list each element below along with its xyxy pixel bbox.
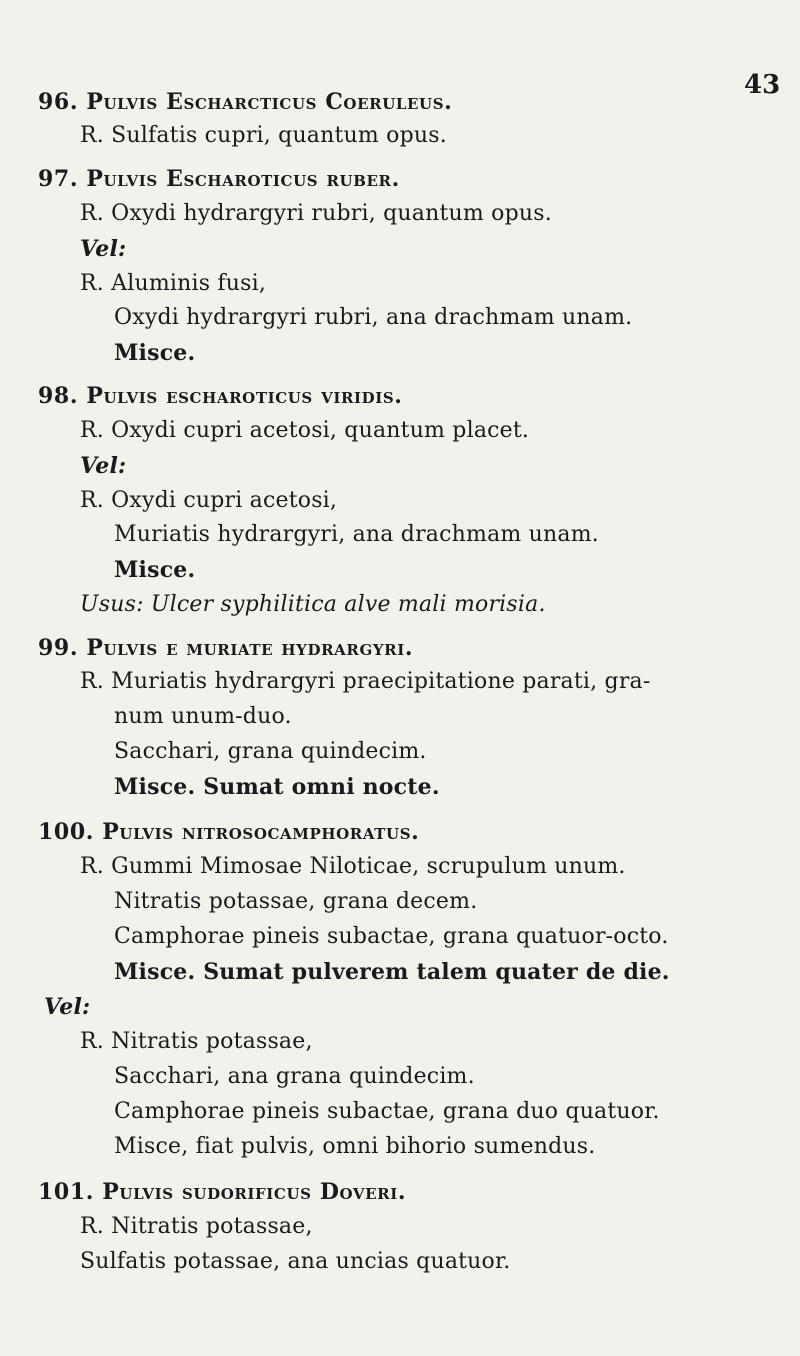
- recipe-line: Sacchari, ana grana quindecim.: [114, 1064, 475, 1089]
- page-number: 43: [744, 70, 781, 100]
- usus-line: Usus: Ulcer syphilitica alve mali morisia.: [80, 592, 546, 617]
- recipe-line: Misce. Sumat omni nocte.: [114, 774, 440, 800]
- recipe-line: Misce, fiat pulvis, omni bihorio sumendus.: [114, 1134, 596, 1159]
- recipe-heading-99: 99. Pulvis e muriate hydrargyri.: [38, 635, 414, 661]
- recipe-heading-101: 101. Pulvis sudorificus Doveri.: [38, 1179, 407, 1205]
- recipe-line: R. Aluminis fusi,: [80, 271, 267, 296]
- recipe-heading-98: 98. Pulvis escharoticus viridis.: [38, 383, 403, 409]
- recipe-line: R. Gummi Mimosae Niloticae, scrupulum unum.: [80, 854, 626, 879]
- recipe-line: Camphorae pineis subactae, grana quatuor-octo.: [114, 924, 669, 949]
- recipe-line: R. Oxydi hydrargyri rubri, quantum opus.: [80, 201, 552, 226]
- recipe-line: Misce. Sumat pulverem talem quater de die.: [114, 959, 670, 985]
- recipe-line: R. Oxydi cupri acetosi, quantum placet.: [80, 418, 530, 443]
- recipe-line: Sulfatis potassae, ana uncias quatuor.: [80, 1249, 511, 1274]
- recipe-heading-97: 97. Pulvis Escharoticus ruber.: [38, 166, 400, 192]
- vel-label: Vel:: [44, 994, 91, 1020]
- recipe-heading-96: 96. Pulvis Escharcticus Coeruleus.: [38, 89, 453, 115]
- recipe-line: R. Nitratis potassae,: [80, 1214, 313, 1239]
- recipe-line: num unum-duo.: [114, 704, 292, 729]
- recipe-line: R. Sulfatis cupri, quantum opus.: [80, 123, 447, 148]
- recipe-line: R. Nitratis potassae,: [80, 1029, 313, 1054]
- recipe-line: Misce.: [114, 557, 196, 583]
- recipe-line: Oxydi hydrargyri rubri, ana drachmam unam.: [114, 305, 633, 330]
- vel-label: Vel:: [80, 453, 127, 479]
- recipe-heading-100: 100. Pulvis nitrosocamphoratus.: [38, 819, 420, 845]
- recipe-line: Nitratis potassae, grana decem.: [114, 889, 478, 914]
- recipe-line: Misce.: [114, 340, 196, 366]
- recipe-line: R. Oxydi cupri acetosi,: [80, 488, 338, 513]
- recipe-line: Camphorae pineis subactae, grana duo quatuor.: [114, 1099, 660, 1124]
- recipe-line: R. Muriatis hydrargyri praecipitatione parati, gra-: [80, 669, 651, 694]
- recipe-line: Muriatis hydrargyri, ana drachmam unam.: [114, 522, 599, 547]
- recipe-line: Sacchari, grana quindecim.: [114, 739, 427, 764]
- vel-label: Vel:: [80, 236, 127, 262]
